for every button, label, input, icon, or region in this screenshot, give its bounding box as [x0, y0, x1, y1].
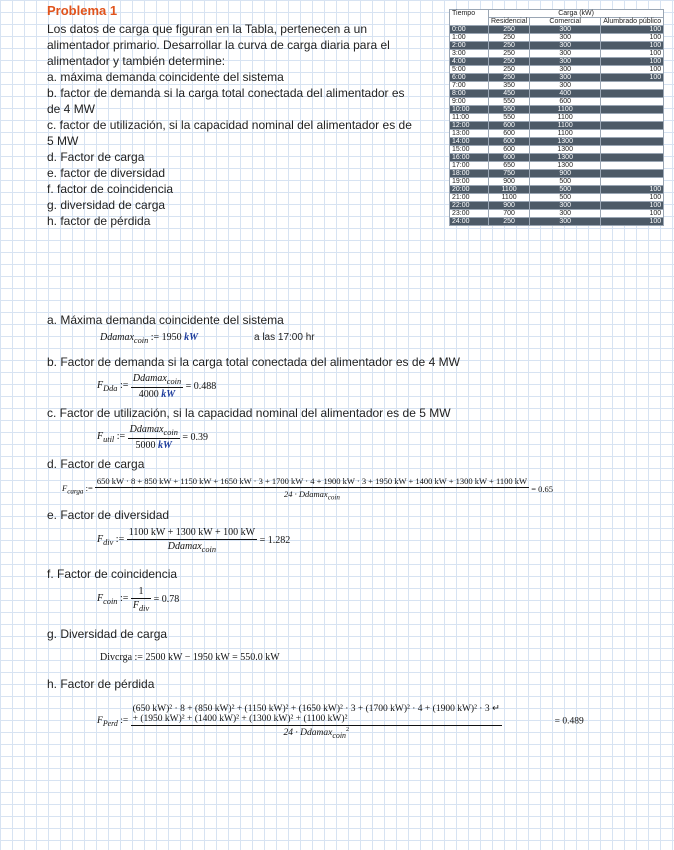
f-lhs: F	[97, 593, 104, 604]
h-lhs-sub: Perd	[102, 718, 118, 728]
e-lhs: F	[97, 534, 104, 545]
cell-tiempo: 16:00	[450, 154, 489, 162]
header-alumbrado: Alumbrado público	[601, 18, 664, 26]
statement-line: e. factor de diversidad	[47, 166, 166, 180]
answer-f-formula: $F_{coin}$ := $\frac{1}{F_{div}}$ = 0.78	[97, 586, 180, 613]
d-lhs: F	[62, 482, 68, 493]
d-fraction	[95, 476, 529, 502]
cell-residencial: 450	[489, 90, 530, 98]
cell-tiempo: 0:00	[450, 26, 489, 34]
cell-alumbrado: 100	[601, 34, 664, 42]
cell-residencial: 650	[489, 162, 530, 170]
answer-a-formula	[100, 332, 198, 345]
table-row	[450, 82, 664, 90]
b-num: Ddamax	[132, 373, 167, 384]
cell-tiempo: 10:00	[450, 106, 489, 114]
cell-alumbrado	[601, 162, 664, 170]
statement-line: d. Factor de carga	[47, 150, 145, 164]
cell-residencial: 700	[489, 210, 530, 218]
cell-alumbrado	[601, 114, 664, 122]
table-row	[450, 42, 664, 50]
table-header-row	[450, 10, 664, 18]
e-den-sub: coin	[201, 545, 217, 554]
cell-residencial: 750	[489, 170, 530, 178]
cell-residencial: 600	[489, 122, 530, 130]
statement-line: f. factor de coincidencia	[47, 182, 174, 196]
cell-alumbrado: 100	[601, 202, 664, 210]
cell-tiempo: 22:00	[450, 202, 489, 210]
table-row	[450, 34, 664, 42]
statement-line: alimentador primario. Desarrollar la curva de carga diaria para el	[47, 38, 390, 52]
cell-comercial: 600	[530, 98, 601, 106]
table-row	[450, 178, 664, 186]
a-lhs: Ddamax	[100, 332, 134, 343]
b-lhs-sub: Dda	[103, 384, 118, 393]
cell-tiempo: 15:00	[450, 146, 489, 154]
table-row	[450, 162, 664, 170]
cell-tiempo: 9:00	[450, 98, 489, 106]
table-row	[450, 26, 664, 34]
e-den: Ddamax	[167, 541, 202, 552]
cell-residencial: 550	[489, 106, 530, 114]
h-lhs: F	[97, 715, 103, 726]
d-result: = 0.65	[531, 483, 553, 494]
answer-h-formula: $F_{Perd}$ := (650 kW)² · 8 + (850 kW)² + (1150 kW)² + (1650 kW)² · 3 + (1700 kW)² · 4 + (1900 kW)² · 3 ↵ + (1950 kW)² + (1400 kW)² + (1300 kW)² + (1100 kW)² 24 · Ddamax$_{coin}^2$ = 0.489	[97, 704, 584, 741]
c-den-unit: kW	[158, 440, 172, 451]
cell-comercial: 300	[530, 210, 601, 218]
table-row	[450, 114, 664, 122]
cell-alumbrado: 100	[601, 218, 664, 226]
table-row	[450, 146, 664, 154]
cell-tiempo: 20:00	[450, 186, 489, 194]
h-numerator-line1: (650 kW)² · 8 + (850 kW)² + (1150 kW)² + (1650 kW)² · 3 + (1700 kW)² · 4 + (1900 kW)² · 3 ↵	[132, 704, 500, 714]
table-row	[450, 106, 664, 114]
cell-alumbrado	[601, 146, 664, 154]
cell-comercial: 300	[530, 42, 601, 50]
problem-statement	[47, 21, 422, 229]
answer-f-heading: f. Factor de coincidencia	[47, 567, 178, 581]
h-den-sup: 2	[346, 727, 349, 733]
cell-residencial: 250	[489, 26, 530, 34]
c-fraction	[128, 424, 180, 451]
cell-residencial: 350	[489, 82, 530, 90]
table-row	[450, 74, 664, 82]
b-den-unit: kW	[161, 389, 176, 400]
cell-comercial: 300	[530, 34, 601, 42]
cell-residencial: 1100	[489, 194, 530, 202]
cell-tiempo: 1:00	[450, 34, 489, 42]
cell-alumbrado	[601, 98, 664, 106]
cell-comercial: 400	[530, 90, 601, 98]
cell-residencial: 600	[489, 154, 530, 162]
statement-line: h. factor de pérdida	[47, 214, 151, 228]
cell-comercial: 500	[530, 178, 601, 186]
table-row	[450, 50, 664, 58]
cell-alumbrado	[601, 154, 664, 162]
cell-comercial: 300	[530, 74, 601, 82]
cell-alumbrado	[601, 82, 664, 90]
cell-alumbrado: 100	[601, 66, 664, 74]
cell-residencial: 600	[489, 138, 530, 146]
cell-alumbrado: 100	[601, 50, 664, 58]
cell-tiempo: 12:00	[450, 122, 489, 130]
cell-residencial: 550	[489, 114, 530, 122]
h-result: = 0.489	[554, 716, 584, 727]
cell-alumbrado	[601, 122, 664, 130]
table-row	[450, 154, 664, 162]
cell-comercial: 300	[530, 218, 601, 226]
cell-alumbrado: 100	[601, 42, 664, 50]
table-row	[450, 194, 664, 202]
cell-comercial: 1300	[530, 162, 601, 170]
cell-residencial: 250	[489, 34, 530, 42]
cell-residencial: 900	[489, 202, 530, 210]
cell-tiempo: 23:00	[450, 210, 489, 218]
cell-residencial: 600	[489, 130, 530, 138]
h-fraction	[131, 703, 502, 740]
b-num-sub: coin	[166, 377, 182, 386]
c-den: 5000	[135, 440, 159, 451]
cell-residencial: 550	[489, 98, 530, 106]
answer-d-formula: $F_{carga}$ := 650 kW · 8 + 850 kW + 1150 kW + 1650 kW · 3 + 1700 kW · 4 + 1900 kW · 3 + 1950 kW + 1400 kW + 1300 kW + 1100 kW 24 · Ddamax$_{coin}$ = 0.65	[62, 476, 553, 502]
cell-alumbrado: 100	[601, 74, 664, 82]
cell-tiempo: 14:00	[450, 138, 489, 146]
cell-comercial: 1100	[530, 122, 601, 130]
h-numerator	[131, 703, 502, 726]
cell-alumbrado: 100	[601, 26, 664, 34]
a-unit: kW	[184, 332, 199, 343]
table-row	[450, 138, 664, 146]
answer-b-heading: b. Factor de demanda si la carga total conectada del alimentador es de 4 MW	[47, 355, 460, 369]
b-lhs: F	[97, 380, 104, 391]
b-den: 4000	[138, 389, 162, 400]
cell-tiempo: 4:00	[450, 58, 489, 66]
cell-residencial: 250	[489, 42, 530, 50]
cell-alumbrado: 100	[601, 186, 664, 194]
statement-line: b. factor de demanda si la carga total conectada del alimentador es	[47, 86, 405, 100]
cell-tiempo: 7:00	[450, 82, 489, 90]
cell-comercial: 1100	[530, 106, 601, 114]
e-result: = 1.282	[259, 535, 291, 546]
f-result: = 0.78	[153, 594, 180, 605]
c-num: Ddamax	[129, 424, 164, 435]
table-row	[450, 98, 664, 106]
cell-residencial: 250	[489, 74, 530, 82]
cell-tiempo: 11:00	[450, 114, 489, 122]
answer-e-formula: $F_{div}$ := $\frac{1100 kW + 1300 kW + 100 kW}{Ddamax_{coin}}$ = 1.282	[97, 527, 291, 554]
d-den-sub: coin	[327, 493, 340, 502]
cell-comercial: 900	[530, 170, 601, 178]
answer-g-formula: Divcrga := 2500 kW − 1950 kW = 550.0 kW	[100, 652, 280, 663]
cell-alumbrado	[601, 138, 664, 146]
d-numerator: 650 kW · 8 + 850 kW + 1150 kW + 1650 kW · 3 + 1700 kW · 4 + 1900 kW · 3 + 1950 kW + 1400 kW + 1300 kW + 1100 kW	[96, 476, 528, 486]
statement-line: Los datos de carga que figuran en la Tabla, pertenecen a un	[47, 22, 368, 36]
table-row	[450, 122, 664, 130]
cell-comercial: 500	[530, 186, 601, 194]
header-tiempo: Tiempo	[450, 10, 489, 26]
table-row	[450, 58, 664, 66]
cell-alumbrado: 100	[601, 210, 664, 218]
e-fraction	[127, 527, 257, 554]
statement-line: g. diversidad de carga	[47, 198, 166, 212]
cell-comercial: 500	[530, 194, 601, 202]
table-row	[450, 186, 664, 194]
answer-c-formula: $F_{util}$ := $\frac{Ddamax_{coin}}{5000 kW}$ = 0.39	[97, 424, 209, 451]
table-row	[450, 66, 664, 74]
cell-comercial: 300	[530, 26, 601, 34]
h-den-sub: coin	[332, 731, 346, 741]
answer-a-heading: a. Máxima demanda coincidente del sistema	[47, 313, 284, 327]
f-den: F	[132, 600, 139, 611]
header-residencial: Residencial	[489, 18, 530, 26]
cell-residencial: 900	[489, 178, 530, 186]
statement-line: de 4 MW	[47, 102, 96, 116]
cell-tiempo: 2:00	[450, 42, 489, 50]
c-lhs-sub: util	[103, 435, 115, 444]
cell-comercial: 300	[530, 202, 601, 210]
answer-e-heading: e. Factor de diversidad	[47, 508, 170, 522]
cell-comercial: 1100	[530, 130, 601, 138]
table-row	[450, 202, 664, 210]
cell-tiempo: 19:00	[450, 178, 489, 186]
cell-residencial: 250	[489, 58, 530, 66]
cell-alumbrado	[601, 130, 664, 138]
statement-line: c. factor de utilización, si la capacidad nominal del alimentador es de	[47, 118, 412, 132]
cell-residencial: 250	[489, 50, 530, 58]
statement-line: 5 MW	[47, 134, 79, 148]
f-fraction	[131, 586, 151, 613]
table-row	[450, 170, 664, 178]
cell-comercial: 300	[530, 50, 601, 58]
answer-c-heading: c. Factor de utilización, si la capacidad nominal del alimentador es de 5 MW	[47, 406, 451, 420]
cell-residencial: 600	[489, 146, 530, 154]
b-result: = 0.488	[185, 381, 217, 392]
b-fraction	[131, 373, 183, 400]
cell-tiempo: 18:00	[450, 170, 489, 178]
cell-tiempo: 8:00	[450, 90, 489, 98]
f-num: 1	[131, 586, 151, 599]
table-row	[450, 90, 664, 98]
cell-comercial: 300	[530, 82, 601, 90]
c-num-sub: coin	[163, 428, 178, 437]
cell-alumbrado	[601, 170, 664, 178]
header-carga: Carga (kW)	[489, 10, 664, 18]
cell-tiempo: 24:00	[450, 218, 489, 226]
cell-tiempo: 17:00	[450, 162, 489, 170]
d-den: 24 · Ddamax	[284, 489, 328, 499]
statement-line: a. máxima demanda coincidente del sistema	[47, 70, 284, 84]
cell-alumbrado: 100	[601, 194, 664, 202]
cell-comercial: 1300	[530, 138, 601, 146]
cell-comercial: 300	[530, 66, 601, 74]
statement-line: alimentador y también determine:	[47, 54, 226, 68]
cell-alumbrado: 100	[601, 58, 664, 66]
answer-a-note: a las 17:00 hr	[254, 332, 315, 343]
e-lhs-sub: div	[103, 538, 114, 547]
cell-comercial: 300	[530, 58, 601, 66]
h-den: 24 · Ddamax	[283, 728, 333, 739]
table-row	[450, 210, 664, 218]
e-numerator: 1100 kW + 1300 kW + 100 kW	[128, 527, 256, 538]
cell-tiempo: 6:00	[450, 74, 489, 82]
cell-alumbrado	[601, 90, 664, 98]
cell-alumbrado	[601, 106, 664, 114]
f-lhs-sub: coin	[103, 597, 118, 606]
cell-comercial: 1300	[530, 146, 601, 154]
table-row	[450, 130, 664, 138]
cell-alumbrado	[601, 178, 664, 186]
d-lhs-sub: carga	[67, 487, 84, 496]
cell-tiempo: 13:00	[450, 130, 489, 138]
header-comercial: Comercial	[530, 18, 601, 26]
cell-tiempo: 5:00	[450, 66, 489, 74]
f-den-sub: div	[138, 604, 150, 613]
answer-g-heading: g. Diversidad de carga	[47, 627, 168, 641]
a-assign: := 1950	[150, 332, 185, 343]
problem-title: Problema 1	[47, 3, 118, 18]
cell-residencial: 250	[489, 66, 530, 74]
cell-residencial: 1100	[489, 186, 530, 194]
cell-comercial: 1300	[530, 154, 601, 162]
cell-tiempo: 3:00	[450, 50, 489, 58]
answer-h-heading: h. Factor de pérdida	[47, 677, 155, 691]
a-lhs-sub: coin	[133, 336, 149, 345]
answer-b-formula: $F_{Dda}$ := $\frac{Ddamax_{coin}}{4000 kW}$ = 0.488	[97, 373, 217, 400]
cell-tiempo: 21:00	[450, 194, 489, 202]
answer-d-heading: d. Factor de carga	[47, 457, 145, 471]
cell-residencial: 250	[489, 218, 530, 226]
table-row	[450, 218, 664, 226]
c-lhs: F	[97, 431, 104, 442]
load-table	[449, 9, 664, 226]
h-numerator-line2: + (1950 kW)² + (1400 kW)² + (1300 kW)² + (1100 kW)²	[132, 714, 348, 724]
c-result: = 0.39	[182, 432, 209, 443]
cell-comercial: 1100	[530, 114, 601, 122]
